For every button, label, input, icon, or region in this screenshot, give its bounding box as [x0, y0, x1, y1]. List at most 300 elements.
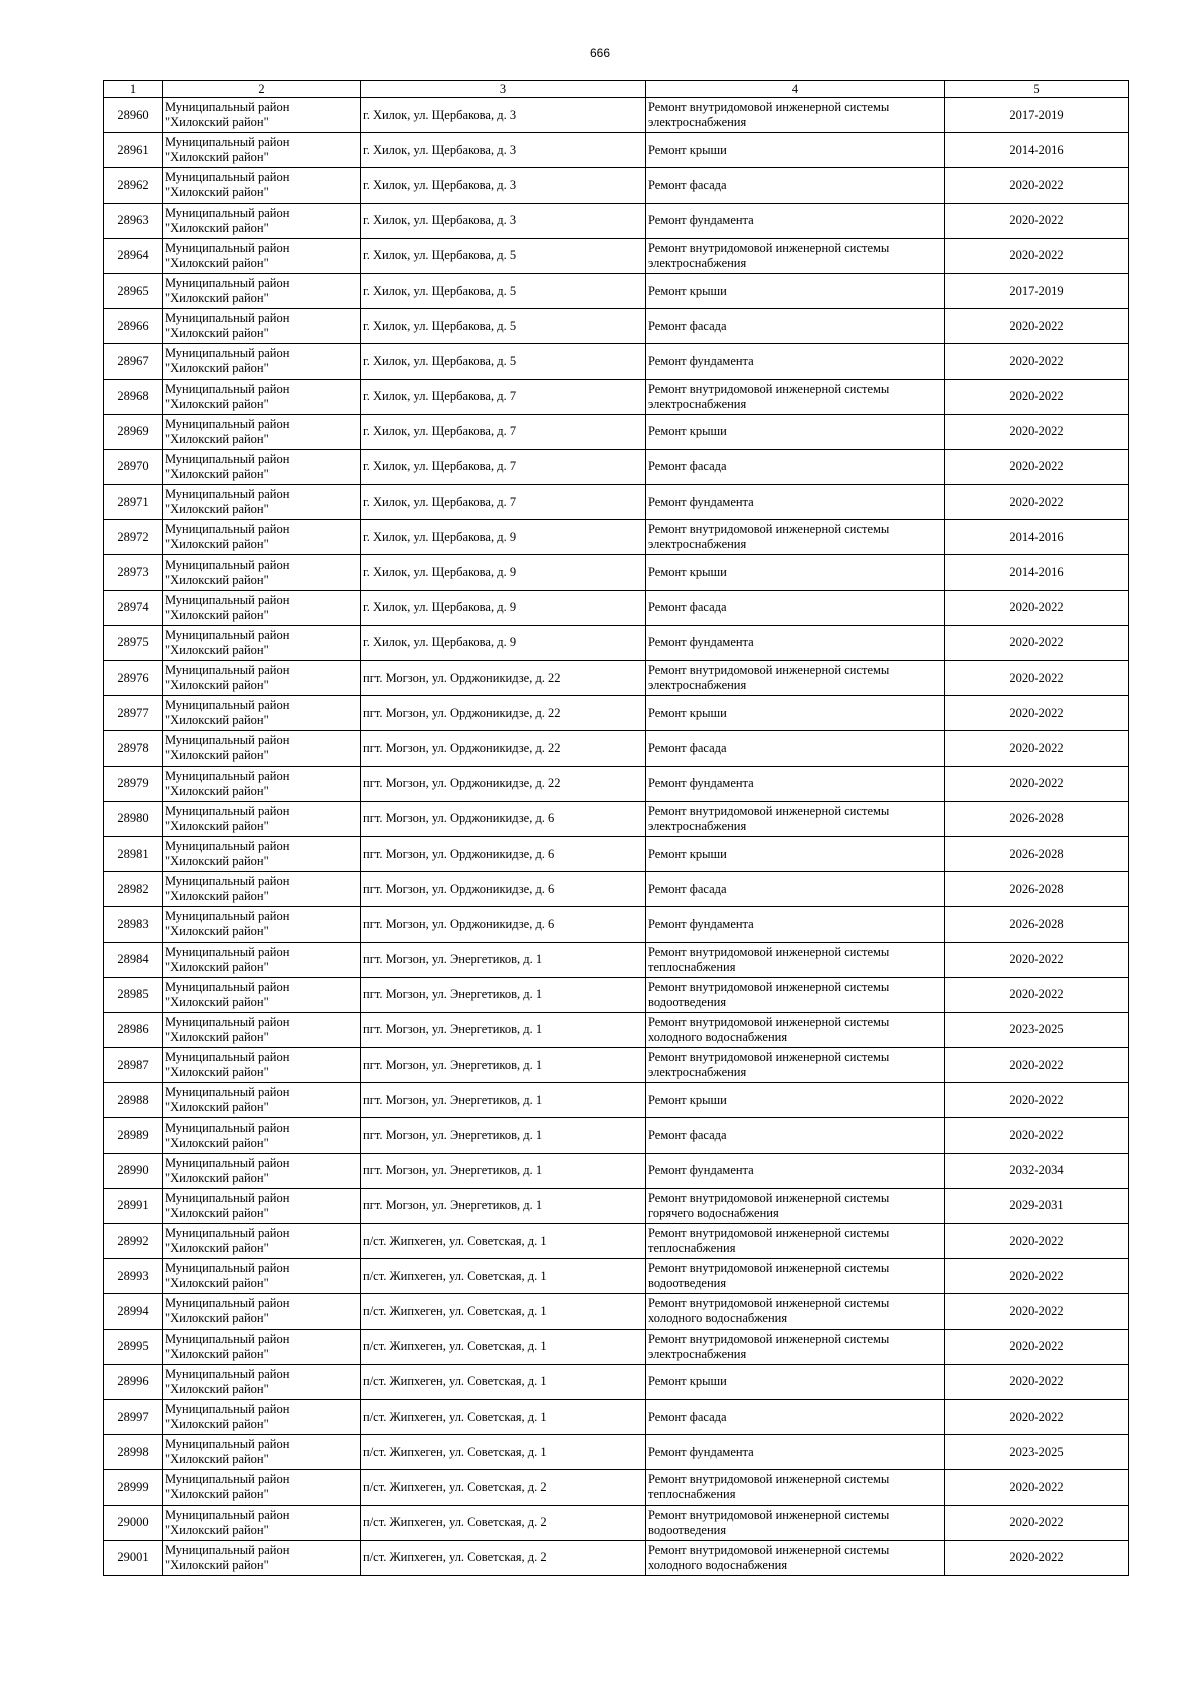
address-cell: г. Хилок, ул. Щербакова, д. 5 — [361, 309, 646, 344]
address-cell: п/ст. Жипхеген, ул. Советская, д. 1 — [361, 1259, 646, 1294]
municipality-cell — [163, 1399, 361, 1434]
work-type-cell — [646, 449, 945, 484]
municipality-cell — [163, 133, 361, 168]
work-type-cell — [646, 1435, 945, 1470]
work-type-line-2: холодного водоснабжения — [648, 1557, 788, 1572]
period-cell: 2020-2022 — [945, 1118, 1129, 1153]
work-type-line-1: Ремонт фасада — [648, 881, 727, 896]
municipality-line-2: "Хилокский район" — [165, 1241, 269, 1256]
municipality-line-2: "Хилокский район" — [165, 466, 269, 481]
table-body — [104, 98, 1129, 1576]
address-cell: г. Хилок, ул. Щербакова, д. 5 — [361, 238, 646, 273]
table-row — [104, 1364, 1129, 1399]
period-cell: 2020-2022 — [945, 661, 1129, 696]
row-number-cell: 29000 — [104, 1505, 163, 1540]
municipality-line-1: Муниципальный район — [165, 874, 290, 889]
work-type-line-2: электроснабжения — [648, 818, 747, 833]
period-cell: 2026-2028 — [945, 801, 1129, 836]
work-type-cell — [646, 661, 945, 696]
row-number-cell: 28972 — [104, 520, 163, 555]
municipality-line-2: "Хилокский район" — [165, 783, 269, 798]
municipality-line-1: Муниципальный район — [165, 627, 290, 642]
municipality-line-1: Муниципальный район — [165, 733, 290, 748]
table-row — [104, 907, 1129, 942]
period-cell: 2020-2022 — [945, 238, 1129, 273]
address-cell: пгт. Могзон, ул. Энергетиков, д. 1 — [361, 942, 646, 977]
municipality-cell — [163, 1012, 361, 1047]
work-type-line-2: водоотведения — [648, 1522, 727, 1537]
work-type-line-2: водоотведения — [648, 1276, 727, 1291]
address-cell: п/ст. Жипхеген, ул. Советская, д. 1 — [361, 1399, 646, 1434]
municipality-line-1: Муниципальный район — [165, 1226, 290, 1241]
municipality-line-1: Муниципальный район — [165, 205, 290, 220]
work-type-cell — [646, 273, 945, 308]
address-cell: г. Хилок, ул. Щербакова, д. 3 — [361, 203, 646, 238]
work-type-cell — [646, 1083, 945, 1118]
period-cell: 2026-2028 — [945, 872, 1129, 907]
period-cell: 2020-2022 — [945, 414, 1129, 449]
work-type-line-1: Ремонт фундамента — [648, 635, 754, 650]
municipality-line-1: Муниципальный район — [165, 839, 290, 854]
municipality-line-1: Муниципальный район — [165, 1366, 290, 1381]
municipality-line-2: "Хилокский район" — [165, 818, 269, 833]
work-type-cell — [646, 238, 945, 273]
work-type-line-1: Ремонт фасада — [648, 177, 727, 192]
municipality-line-2: "Хилокский район" — [165, 572, 269, 587]
table-row — [104, 344, 1129, 379]
municipality-line-2: "Хилокский район" — [165, 1487, 269, 1502]
work-type-cell — [646, 801, 945, 836]
row-number-cell: 28976 — [104, 661, 163, 696]
work-type-cell — [646, 942, 945, 977]
work-type-line-1: Ремонт внутридомовой инженерной системы — [648, 1226, 890, 1241]
work-type-line-1: Ремонт внутридомовой инженерной системы — [648, 1050, 890, 1065]
address-cell: пгт. Могзон, ул. Энергетиков, д. 1 — [361, 1083, 646, 1118]
address-cell: пгт. Могзон, ул. Орджоникидзе, д. 6 — [361, 872, 646, 907]
work-type-line-2: теплоснабжения — [648, 1241, 736, 1256]
work-type-cell — [646, 1470, 945, 1505]
row-number-cell: 29001 — [104, 1540, 163, 1575]
row-number-cell: 28969 — [104, 414, 163, 449]
address-cell: п/ст. Жипхеген, ул. Советская, д. 1 — [361, 1224, 646, 1259]
work-type-line-1: Ремонт крыши — [648, 142, 727, 157]
table-row — [104, 379, 1129, 414]
municipality-cell — [163, 449, 361, 484]
municipality-line-2: "Хилокский район" — [165, 255, 269, 270]
work-type-line-1: Ремонт внутридомовой инженерной системы — [648, 522, 890, 537]
row-number-cell: 28968 — [104, 379, 163, 414]
period-cell: 2020-2022 — [945, 203, 1129, 238]
row-number-cell: 28977 — [104, 696, 163, 731]
table-row — [104, 1399, 1129, 1434]
municipality-line-1: Муниципальный район — [165, 1120, 290, 1135]
municipality-cell — [163, 1048, 361, 1083]
row-number-cell: 28971 — [104, 485, 163, 520]
work-type-line-1: Ремонт внутридомовой инженерной системы — [648, 240, 890, 255]
row-number-cell: 28975 — [104, 625, 163, 660]
municipality-line-2: "Хилокский район" — [165, 1065, 269, 1080]
work-type-line-1: Ремонт фасада — [648, 600, 727, 615]
period-cell: 2020-2022 — [945, 766, 1129, 801]
address-cell: г. Хилок, ул. Щербакова, д. 9 — [361, 625, 646, 660]
municipality-cell — [163, 1083, 361, 1118]
address-cell: г. Хилок, ул. Щербакова, д. 5 — [361, 344, 646, 379]
municipality-cell — [163, 1435, 361, 1470]
municipality-line-1: Муниципальный район — [165, 979, 290, 994]
row-number-cell: 28960 — [104, 98, 163, 133]
municipality-line-1: Муниципальный район — [165, 1190, 290, 1205]
period-cell: 2020-2022 — [945, 1329, 1129, 1364]
municipality-cell — [163, 168, 361, 203]
table-row — [104, 731, 1129, 766]
work-type-cell — [646, 625, 945, 660]
municipality-line-2: "Хилокский район" — [165, 291, 269, 306]
municipality-cell — [163, 98, 361, 133]
work-type-cell — [646, 1540, 945, 1575]
period-cell: 2020-2022 — [945, 590, 1129, 625]
period-cell: 2014-2016 — [945, 520, 1129, 555]
row-number-cell: 28982 — [104, 872, 163, 907]
municipality-line-1: Муниципальный район — [165, 557, 290, 572]
municipality-cell — [163, 555, 361, 590]
work-type-cell — [646, 696, 945, 731]
municipality-line-1: Муниципальный район — [165, 803, 290, 818]
municipality-cell — [163, 1118, 361, 1153]
municipality-cell — [163, 273, 361, 308]
column-header: 5 — [945, 81, 1129, 98]
row-number-cell: 28994 — [104, 1294, 163, 1329]
municipality-line-2: "Хилокский район" — [165, 854, 269, 869]
municipality-cell — [163, 309, 361, 344]
row-number-cell: 28991 — [104, 1188, 163, 1223]
municipality-line-2: "Хилокский район" — [165, 431, 269, 446]
address-cell: пгт. Могзон, ул. Энергетиков, д. 1 — [361, 1153, 646, 1188]
period-cell: 2020-2022 — [945, 1540, 1129, 1575]
municipality-line-2: "Хилокский район" — [165, 1029, 269, 1044]
table-row — [104, 942, 1129, 977]
period-cell: 2020-2022 — [945, 1259, 1129, 1294]
address-cell: г. Хилок, ул. Щербакова, д. 7 — [361, 414, 646, 449]
table-row — [104, 98, 1129, 133]
municipality-line-2: "Хилокский район" — [165, 994, 269, 1009]
row-number-cell: 28979 — [104, 766, 163, 801]
municipality-line-2: "Хилокский район" — [165, 115, 269, 130]
work-type-line-1: Ремонт фасада — [648, 740, 727, 755]
period-cell: 2023-2025 — [945, 1435, 1129, 1470]
work-type-line-1: Ремонт фундамента — [648, 916, 754, 931]
work-type-cell — [646, 1188, 945, 1223]
municipality-cell — [163, 1364, 361, 1399]
row-number-cell: 28965 — [104, 273, 163, 308]
row-number-cell: 28967 — [104, 344, 163, 379]
table-row — [104, 1048, 1129, 1083]
municipality-line-1: Муниципальный район — [165, 1050, 290, 1065]
work-type-cell — [646, 1364, 945, 1399]
table-row — [104, 133, 1129, 168]
address-cell: п/ст. Жипхеген, ул. Советская, д. 1 — [361, 1294, 646, 1329]
work-type-line-2: электроснабжения — [648, 1065, 747, 1080]
address-cell: г. Хилок, ул. Щербакова, д. 5 — [361, 273, 646, 308]
municipality-cell — [163, 907, 361, 942]
municipality-line-1: Муниципальный район — [165, 381, 290, 396]
municipality-line-2: "Хилокский район" — [165, 1381, 269, 1396]
municipality-cell — [163, 801, 361, 836]
municipality-line-1: Муниципальный район — [165, 311, 290, 326]
address-cell: пгт. Могзон, ул. Орджоникидзе, д. 22 — [361, 766, 646, 801]
work-type-cell — [646, 1259, 945, 1294]
period-cell: 2020-2022 — [945, 977, 1129, 1012]
municipality-line-2: "Хилокский район" — [165, 150, 269, 165]
municipality-cell — [163, 836, 361, 871]
work-type-cell — [646, 1048, 945, 1083]
work-type-line-1: Ремонт фасада — [648, 1409, 727, 1424]
municipality-cell — [163, 520, 361, 555]
row-number-cell: 28995 — [104, 1329, 163, 1364]
municipality-line-2: "Хилокский район" — [165, 1311, 269, 1326]
row-number-cell: 28997 — [104, 1399, 163, 1434]
municipality-line-2: "Хилокский район" — [165, 678, 269, 693]
period-cell: 2017-2019 — [945, 273, 1129, 308]
work-type-line-1: Ремонт крыши — [648, 1092, 727, 1107]
work-type-cell — [646, 590, 945, 625]
work-type-cell — [646, 1294, 945, 1329]
work-type-cell — [646, 1118, 945, 1153]
row-number-cell: 28999 — [104, 1470, 163, 1505]
table-row — [104, 485, 1129, 520]
municipality-line-2: "Хилокский район" — [165, 959, 269, 974]
municipality-cell — [163, 1470, 361, 1505]
municipality-cell — [163, 625, 361, 660]
period-cell: 2026-2028 — [945, 836, 1129, 871]
work-type-line-1: Ремонт фасада — [648, 1128, 727, 1143]
work-type-cell — [646, 414, 945, 449]
work-type-line-1: Ремонт фундамента — [648, 1444, 754, 1459]
work-type-cell — [646, 1012, 945, 1047]
municipality-line-1: Муниципальный район — [165, 1261, 290, 1276]
municipality-cell — [163, 872, 361, 907]
municipality-cell — [163, 942, 361, 977]
period-cell: 2020-2022 — [945, 379, 1129, 414]
work-type-cell — [646, 485, 945, 520]
work-type-line-1: Ремонт внутридомовой инженерной системы — [648, 381, 890, 396]
work-type-line-1: Ремонт внутридомовой инженерной системы — [648, 944, 890, 959]
work-type-line-2: холодного водоснабжения — [648, 1029, 788, 1044]
work-type-cell — [646, 1505, 945, 1540]
work-type-cell — [646, 555, 945, 590]
address-cell: г. Хилок, ул. Щербакова, д. 3 — [361, 133, 646, 168]
address-cell: г. Хилок, ул. Щербакова, д. 9 — [361, 555, 646, 590]
period-cell: 2026-2028 — [945, 907, 1129, 942]
municipality-cell — [163, 414, 361, 449]
address-cell: пгт. Могзон, ул. Энергетиков, д. 1 — [361, 1118, 646, 1153]
work-type-line-2: холодного водоснабжения — [648, 1311, 788, 1326]
work-type-line-1: Ремонт фундамента — [648, 776, 754, 791]
address-cell: пгт. Могзон, ул. Энергетиков, д. 1 — [361, 1188, 646, 1223]
column-header: 2 — [163, 81, 361, 98]
municipality-line-2: "Хилокский район" — [165, 361, 269, 376]
work-type-line-1: Ремонт фасада — [648, 318, 727, 333]
municipality-cell — [163, 696, 361, 731]
period-cell: 2020-2022 — [945, 168, 1129, 203]
municipality-cell — [163, 766, 361, 801]
table-row — [104, 555, 1129, 590]
municipality-line-1: Муниципальный район — [165, 1331, 290, 1346]
row-number-cell: 28973 — [104, 555, 163, 590]
municipality-line-2: "Хилокский район" — [165, 220, 269, 235]
work-type-cell — [646, 133, 945, 168]
municipality-line-1: Муниципальный район — [165, 1437, 290, 1452]
address-cell: пгт. Могзон, ул. Орджоникидзе, д. 22 — [361, 661, 646, 696]
municipality-line-2: "Хилокский район" — [165, 642, 269, 657]
work-type-line-2: горячего водоснабжения — [648, 1205, 779, 1220]
municipality-line-2: "Хилокский район" — [165, 713, 269, 728]
work-type-line-1: Ремонт крыши — [648, 424, 727, 439]
period-cell: 2020-2022 — [945, 942, 1129, 977]
table-row — [104, 238, 1129, 273]
work-type-line-1: Ремонт внутридомовой инженерной системы — [648, 1542, 890, 1557]
table-row — [104, 1329, 1129, 1364]
municipality-line-1: Муниципальный район — [165, 768, 290, 783]
period-cell: 2020-2022 — [945, 485, 1129, 520]
municipality-line-1: Муниципальный район — [165, 1296, 290, 1311]
work-type-cell — [646, 168, 945, 203]
work-type-line-1: Ремонт внутридомовой инженерной системы — [648, 1261, 890, 1276]
period-cell: 2020-2022 — [945, 731, 1129, 766]
work-type-line-2: электроснабжения — [648, 537, 747, 552]
column-header: 3 — [361, 81, 646, 98]
address-cell: г. Хилок, ул. Щербакова, д. 3 — [361, 98, 646, 133]
work-type-cell — [646, 907, 945, 942]
address-cell: г. Хилок, ул. Щербакова, д. 3 — [361, 168, 646, 203]
municipality-line-1: Муниципальный район — [165, 1542, 290, 1557]
table-row — [104, 977, 1129, 1012]
municipality-cell — [163, 379, 361, 414]
column-header: 4 — [646, 81, 945, 98]
work-type-cell — [646, 766, 945, 801]
work-type-line-1: Ремонт крыши — [648, 705, 727, 720]
municipality-cell — [163, 238, 361, 273]
period-cell: 2014-2016 — [945, 133, 1129, 168]
work-type-line-1: Ремонт фундамента — [648, 213, 754, 228]
municipality-line-2: "Хилокский район" — [165, 1135, 269, 1150]
work-type-line-2: электроснабжения — [648, 1346, 747, 1361]
table-row — [104, 1153, 1129, 1188]
row-number-cell: 28981 — [104, 836, 163, 871]
municipality-line-2: "Хилокский район" — [165, 1170, 269, 1185]
work-type-cell — [646, 731, 945, 766]
municipality-line-1: Муниципальный район — [165, 1155, 290, 1170]
municipality-line-1: Муниципальный район — [165, 909, 290, 924]
municipality-line-2: "Хилокский район" — [165, 1100, 269, 1115]
work-type-line-1: Ремонт внутридомовой инженерной системы — [648, 1014, 890, 1029]
municipality-line-1: Муниципальный район — [165, 698, 290, 713]
column-header: 1 — [104, 81, 163, 98]
period-cell: 2020-2022 — [945, 696, 1129, 731]
row-number-cell: 28992 — [104, 1224, 163, 1259]
works-table — [103, 80, 1129, 1576]
table-row — [104, 203, 1129, 238]
row-number-cell: 28986 — [104, 1012, 163, 1047]
row-number-cell: 28990 — [104, 1153, 163, 1188]
municipality-line-1: Муниципальный район — [165, 522, 290, 537]
work-type-cell — [646, 872, 945, 907]
municipality-line-2: "Хилокский район" — [165, 1417, 269, 1432]
address-cell: г. Хилок, ул. Щербакова, д. 7 — [361, 485, 646, 520]
work-type-line-1: Ремонт внутридомовой инженерной системы — [648, 1331, 890, 1346]
table-row — [104, 1259, 1129, 1294]
period-cell: 2017-2019 — [945, 98, 1129, 133]
work-type-cell — [646, 520, 945, 555]
period-cell: 2020-2022 — [945, 625, 1129, 660]
period-cell: 2020-2022 — [945, 1399, 1129, 1434]
municipality-line-1: Муниципальный район — [165, 451, 290, 466]
address-cell: г. Хилок, ул. Щербакова, д. 9 — [361, 520, 646, 555]
table-row — [104, 590, 1129, 625]
address-cell: пгт. Могзон, ул. Орджоникидзе, д. 22 — [361, 696, 646, 731]
work-type-line-1: Ремонт крыши — [648, 283, 727, 298]
row-number-cell: 28987 — [104, 1048, 163, 1083]
work-type-line-1: Ремонт внутридомовой инженерной системы — [648, 979, 890, 994]
work-type-line-2: теплоснабжения — [648, 959, 736, 974]
work-type-cell — [646, 977, 945, 1012]
work-type-cell — [646, 203, 945, 238]
municipality-line-1: Муниципальный район — [165, 1402, 290, 1417]
municipality-line-2: "Хилокский район" — [165, 889, 269, 904]
work-type-line-1: Ремонт внутридомовой инженерной системы — [648, 1296, 890, 1311]
work-type-line-1: Ремонт крыши — [648, 1374, 727, 1389]
work-type-line-2: электроснабжения — [648, 396, 747, 411]
work-type-line-1: Ремонт крыши — [648, 846, 727, 861]
municipality-line-1: Муниципальный район — [165, 1014, 290, 1029]
work-type-line-1: Ремонт фасада — [648, 459, 727, 474]
municipality-line-1: Муниципальный район — [165, 487, 290, 502]
row-number-cell: 28978 — [104, 731, 163, 766]
work-type-cell — [646, 1224, 945, 1259]
municipality-cell — [163, 977, 361, 1012]
municipality-line-2: "Хилокский район" — [165, 396, 269, 411]
row-number-cell: 28962 — [104, 168, 163, 203]
row-number-cell: 28996 — [104, 1364, 163, 1399]
municipality-line-1: Муниципальный район — [165, 240, 290, 255]
municipality-line-1: Муниципальный район — [165, 346, 290, 361]
table-row — [104, 1118, 1129, 1153]
work-type-line-2: электроснабжения — [648, 115, 747, 130]
address-cell: пгт. Могзон, ул. Орджоникидзе, д. 6 — [361, 801, 646, 836]
address-cell: пгт. Могзон, ул. Орджоникидзе, д. 6 — [361, 836, 646, 871]
period-cell: 2032-2034 — [945, 1153, 1129, 1188]
table-row — [104, 1505, 1129, 1540]
address-cell: п/ст. Жипхеген, ул. Советская, д. 1 — [361, 1435, 646, 1470]
municipality-line-1: Муниципальный район — [165, 100, 290, 115]
period-cell: 2029-2031 — [945, 1188, 1129, 1223]
municipality-cell — [163, 1540, 361, 1575]
address-cell: п/ст. Жипхеген, ул. Советская, д. 1 — [361, 1329, 646, 1364]
work-type-cell — [646, 309, 945, 344]
period-cell: 2020-2022 — [945, 449, 1129, 484]
table-row — [104, 696, 1129, 731]
municipality-line-1: Муниципальный район — [165, 416, 290, 431]
row-number-cell: 28961 — [104, 133, 163, 168]
row-number-cell: 28985 — [104, 977, 163, 1012]
address-cell: г. Хилок, ул. Щербакова, д. 9 — [361, 590, 646, 625]
municipality-line-2: "Хилокский район" — [165, 185, 269, 200]
work-type-line-1: Ремонт фундамента — [648, 494, 754, 509]
row-number-cell: 28966 — [104, 309, 163, 344]
work-type-cell — [646, 1153, 945, 1188]
work-type-line-1: Ремонт крыши — [648, 565, 727, 580]
municipality-line-1: Муниципальный район — [165, 1507, 290, 1522]
work-type-line-1: Ремонт фундамента — [648, 1163, 754, 1178]
